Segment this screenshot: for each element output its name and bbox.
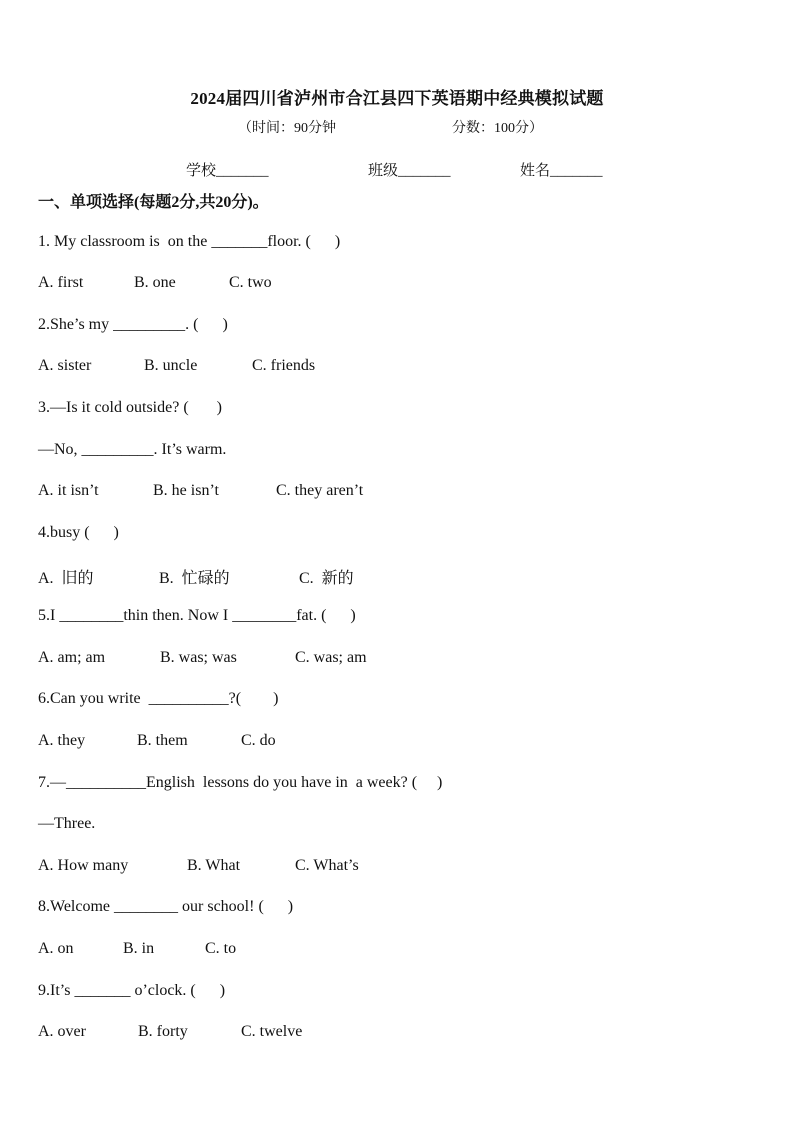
exam-title: 2024届四川省泸州市合江县四下英语期中经典模拟试题 — [190, 89, 604, 108]
option-c: C. do — [241, 732, 276, 749]
question-4-stem: 4.busy ( ) — [38, 524, 119, 541]
option-c: C. friends — [252, 357, 316, 374]
option-a: A. on — [38, 940, 74, 957]
exam-time: （时间：90分钟 — [238, 121, 336, 136]
exam-score: 分数：100分） — [452, 121, 543, 136]
question-2-stem: 2.She’s my _________. ( ) — [38, 316, 228, 333]
option-b: B. was; was — [160, 649, 237, 666]
question-3-stem: 3.—Is it cold outside? ( ) — [38, 399, 222, 416]
option-c: C. twelve — [241, 1023, 303, 1040]
question-7-reply: —Three. — [38, 815, 96, 832]
option-c: C. they aren’t — [276, 482, 364, 499]
option-a: A. they — [38, 732, 86, 749]
option-c: C. What’s — [295, 857, 359, 874]
question-6-stem: 6.Can you write __________?( ) — [38, 690, 279, 707]
option-a: A. sister — [38, 357, 92, 374]
option-b: B. in — [123, 940, 155, 957]
option-c: C. was; am — [295, 649, 367, 666]
question-9-stem: 9.It’s _______ o’clock. ( ) — [38, 982, 226, 999]
option-c: C. to — [205, 940, 237, 957]
question-5-stem: 5.I ________thin then. Now I ________fat. ( ) — [38, 607, 356, 624]
option-a: A. over — [38, 1023, 86, 1040]
option-c: C. 新的 — [299, 570, 354, 587]
question-7-stem: 7.—__________English lessons do you have in a week? ( ) — [38, 774, 443, 791]
question-8-stem: 8.Welcome ________ our school! ( ) — [38, 898, 294, 915]
option-b: B. one — [134, 274, 176, 291]
option-a: A. am; am — [38, 649, 106, 666]
option-b: B. 忙碌的 — [159, 570, 230, 587]
question-3-reply: —No, _________. It’s warm. — [38, 441, 227, 458]
option-c: C. two — [229, 274, 272, 291]
question-1-stem: 1. My classroom is on the _______floor. ( ) — [38, 233, 341, 250]
school-field: 学校_______ — [186, 163, 269, 179]
name-field: 姓名_______ — [520, 163, 603, 179]
option-b: B. them — [137, 732, 188, 749]
option-a: A. How many — [38, 857, 129, 874]
option-a: A. first — [38, 274, 84, 291]
option-b: B. forty — [138, 1023, 188, 1040]
option-b: B. What — [187, 857, 241, 874]
option-a: A. 旧的 — [38, 570, 94, 587]
section-heading: 一、单项选择(每题2分,共20分)。 — [38, 194, 269, 211]
option-a: A. it isn’t — [38, 482, 99, 499]
class-field: 班级_______ — [368, 163, 451, 179]
option-b: B. uncle — [144, 357, 198, 374]
option-b: B. he isn’t — [153, 482, 219, 499]
